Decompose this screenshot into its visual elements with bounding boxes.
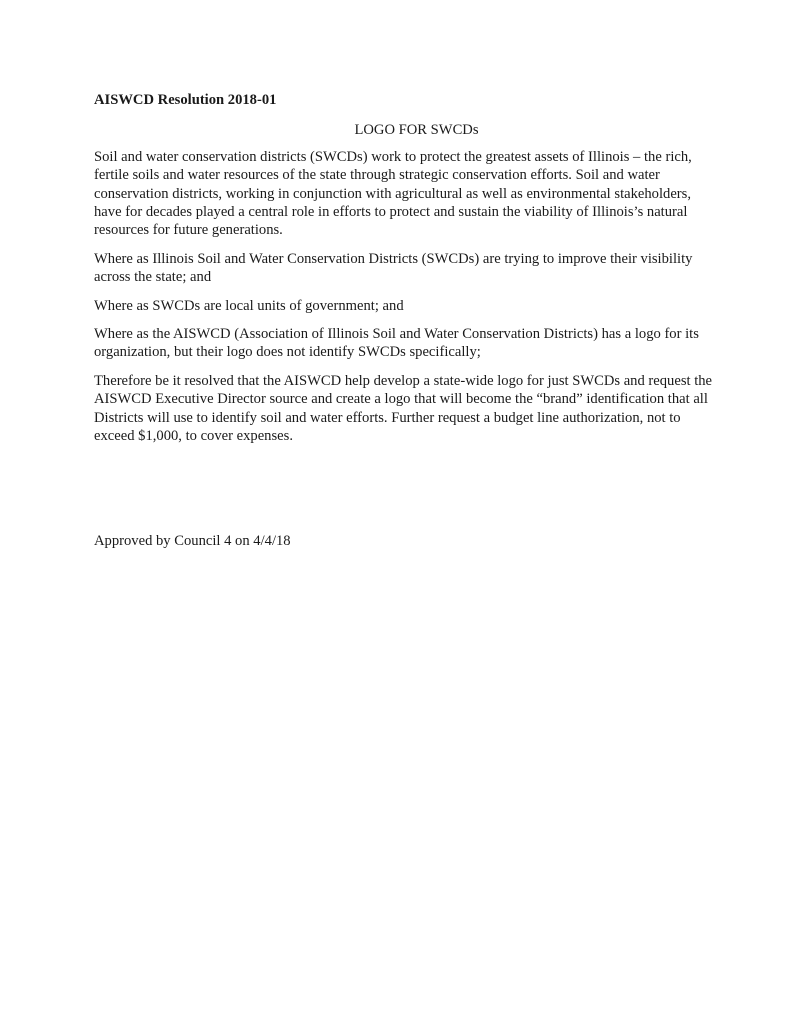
approval-statement: Approved by Council 4 on 4/4/18 — [94, 533, 291, 549]
paragraph-intro: Soil and water conservation districts (SWCDs) work to protect the greatest assets of Illinois – the rich, fertile soils and water resources of the state through strategic conservation efforts. Soil and water conservation districts, working in conjunction with agricultural as well as environmental stakeholders, have for decades played a central role in efforts to protect and sustain the viability of Illinois’s natural resources for future generations. — [94, 148, 692, 239]
paragraph-resolved: Therefore be it resolved that the AISWCD help develop a state-wide logo for just SWCDs and request the AISWCD Executive Director source and create a logo that will become the “brand” identification that all Districts will use to identify soil and water efforts. Further request a budget line authorization, not to exceed $1,000, to cover expenses. — [94, 372, 713, 445]
resolution-title: AISWCD Resolution 2018-01 — [94, 92, 277, 108]
paragraph-whereas-visibility: Where as Illinois Soil and Water Conservation Districts (SWCDs) are trying to improve their visibility across the state; and — [94, 250, 693, 286]
paragraph-whereas-logo: Where as the AISWCD (Association of Illinois Soil and Water Conservation Districts) has a logo for its organization, but their logo does not identify SWCDs specifically; — [94, 326, 699, 361]
resolution-subtitle: LOGO FOR SWCDs — [354, 122, 479, 139]
paragraph-whereas-government: Where as SWCDs are local units of government; and — [94, 297, 404, 314]
document-body — [94, 91, 719, 456]
